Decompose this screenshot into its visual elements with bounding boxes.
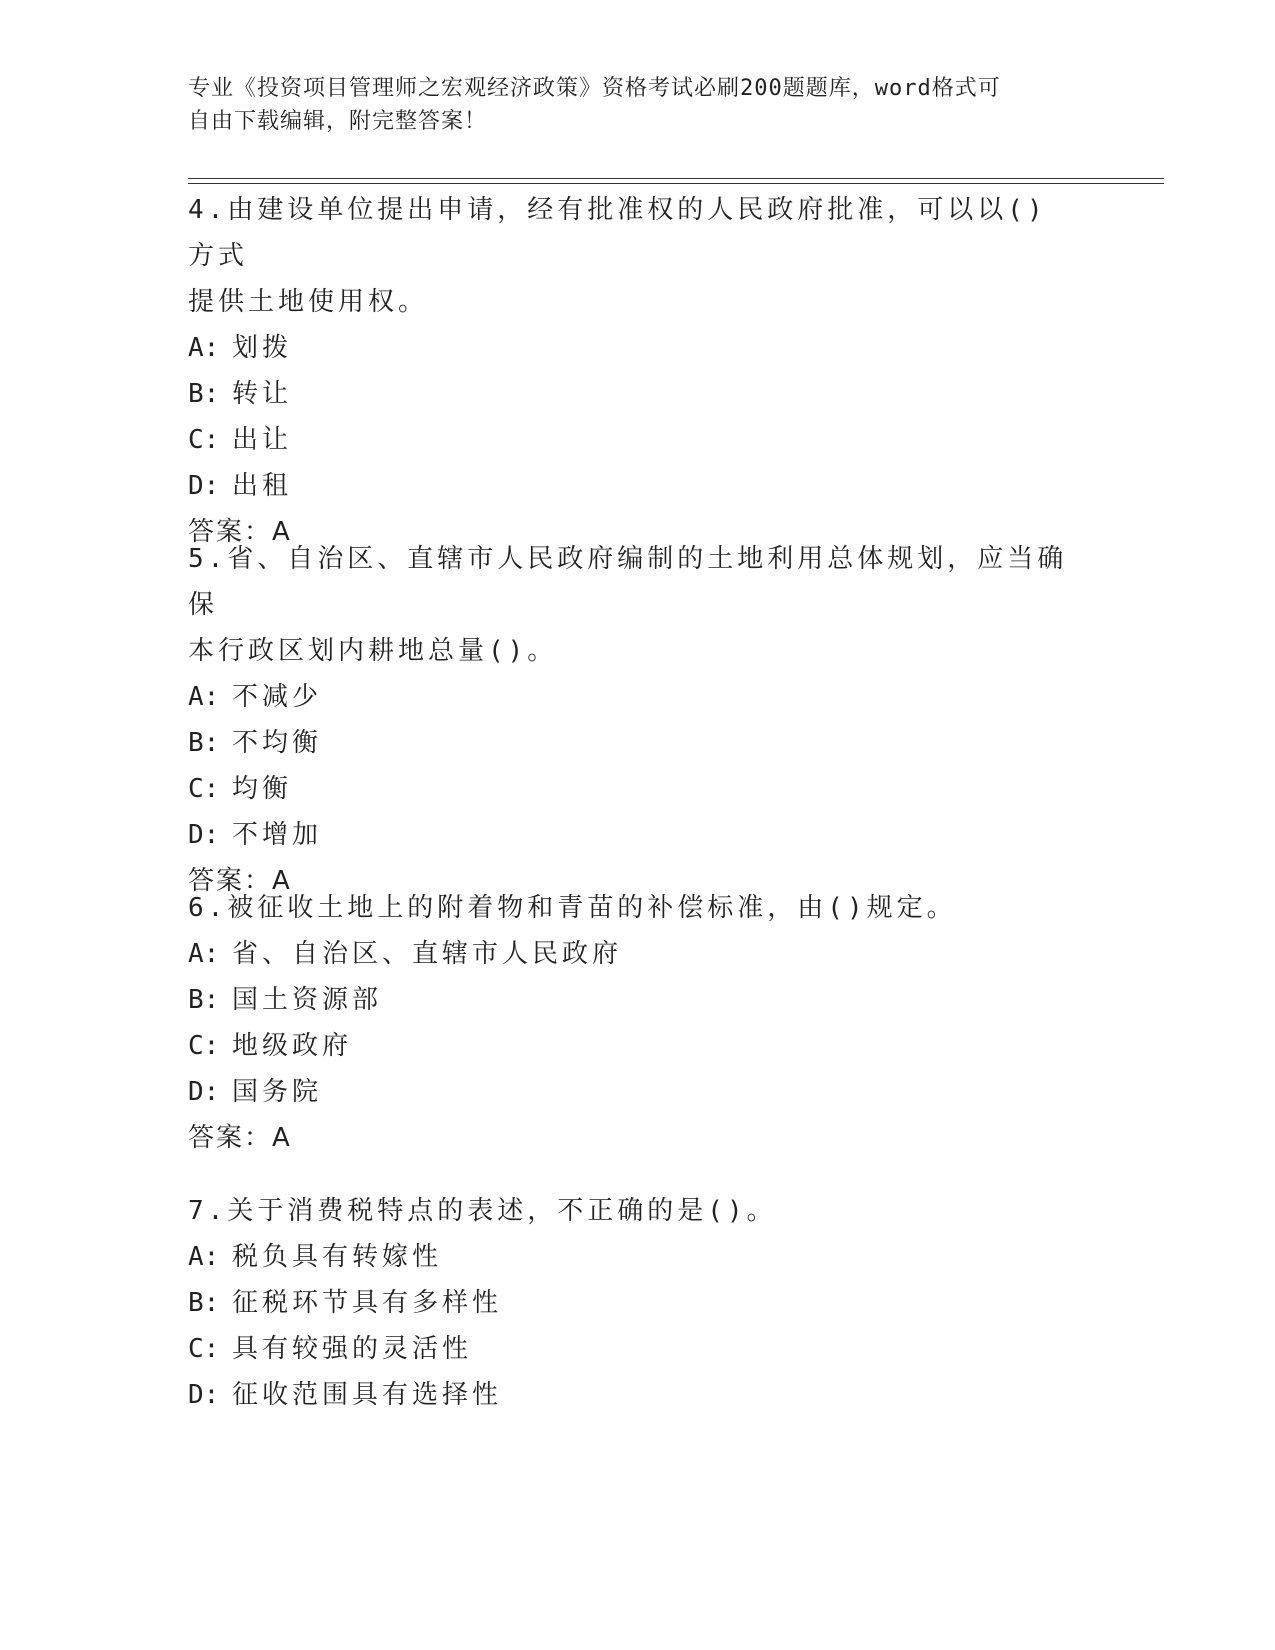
option-label: B: [188, 728, 220, 758]
option-text: 地级政府 [232, 1031, 353, 1061]
option-text: 具有较强的灵活性 [232, 1334, 473, 1364]
option-text: 划拨 [232, 333, 293, 363]
option-d [188, 463, 1068, 509]
option-a [188, 1234, 1068, 1280]
option-label: D: [188, 471, 220, 501]
option-a [188, 931, 1068, 977]
answer-label: 答案： [188, 866, 273, 896]
option-label: D: [188, 1380, 220, 1410]
option-text: 不减少 [232, 682, 323, 712]
option-label: C: [188, 774, 220, 804]
option-label: C: [188, 425, 220, 455]
option-label: D: [188, 1077, 220, 1107]
option-c [188, 417, 1068, 463]
header-line-1: 专业《投资项目管理师之宏观经济政策》资格考试必刷200题题库，word格式可 [188, 76, 1001, 101]
option-c [188, 1326, 1068, 1372]
option-text: 不增加 [232, 820, 323, 850]
option-label: C: [188, 1031, 220, 1061]
question-stem-line: 4.由建设单位提出申请，经有批准权的人民政府批准，可以以()方式 [188, 195, 1047, 271]
option-b [188, 1280, 1068, 1326]
option-text: 征税环节具有多样性 [232, 1288, 503, 1318]
answer-value: A [272, 866, 294, 896]
option-b [188, 371, 1068, 417]
option-text: 转让 [232, 379, 293, 409]
question-stem-line: 6.被征收土地上的附着物和青苗的补偿标准，由()规定。 [188, 893, 957, 923]
option-label: A: [188, 939, 220, 969]
option-text: 出让 [232, 425, 293, 455]
question-stem-line: 本行政区划内耕地总量()。 [188, 636, 558, 666]
header-line-2: 自由下载编辑，附完整答案！ [188, 109, 488, 134]
answer-value: A [272, 1123, 294, 1153]
option-label: B: [188, 379, 220, 409]
option-text: 不均衡 [232, 728, 323, 758]
option-label: D: [188, 820, 220, 850]
header-divider-top [188, 178, 1164, 179]
answer [188, 1115, 1068, 1161]
option-label: C: [188, 1334, 220, 1364]
option-b [188, 977, 1068, 1023]
question-stem-line: 7.关于消费税特点的表述，不正确的是()。 [188, 1196, 777, 1226]
answer-value: A [272, 517, 294, 547]
option-text: 国土资源部 [232, 985, 383, 1015]
option-text: 税负具有转嫁性 [232, 1242, 443, 1272]
option-b [188, 720, 1068, 766]
question-5 [188, 536, 1068, 904]
option-a [188, 325, 1068, 371]
question-stem-line: 提供土地使用权。 [188, 287, 429, 317]
option-label: B: [188, 1288, 220, 1318]
question-stem-line: 5.省、自治区、直辖市人民政府编制的土地利用总体规划，应当确保 [188, 544, 1068, 620]
question-6 [188, 885, 1068, 1161]
question-7 [188, 1188, 1068, 1418]
option-text: 征收范围具有选择性 [232, 1380, 503, 1410]
document-header [188, 72, 1068, 138]
option-text: 省、自治区、直辖市人民政府 [232, 939, 623, 969]
option-text: 国务院 [232, 1077, 323, 1107]
option-label: A: [188, 1242, 220, 1272]
option-d [188, 1372, 1068, 1418]
option-c [188, 766, 1068, 812]
option-text: 均衡 [232, 774, 293, 804]
option-d [188, 1069, 1068, 1115]
option-label: A: [188, 682, 220, 712]
option-text: 出租 [232, 471, 293, 501]
header-divider-bottom [188, 183, 1164, 184]
answer-label: 答案： [188, 517, 273, 547]
option-c [188, 1023, 1068, 1069]
option-a [188, 674, 1068, 720]
question-4 [188, 187, 1068, 555]
option-label: B: [188, 985, 220, 1015]
option-d [188, 812, 1068, 858]
option-label: A: [188, 333, 220, 363]
answer-label: 答案： [188, 1123, 273, 1153]
